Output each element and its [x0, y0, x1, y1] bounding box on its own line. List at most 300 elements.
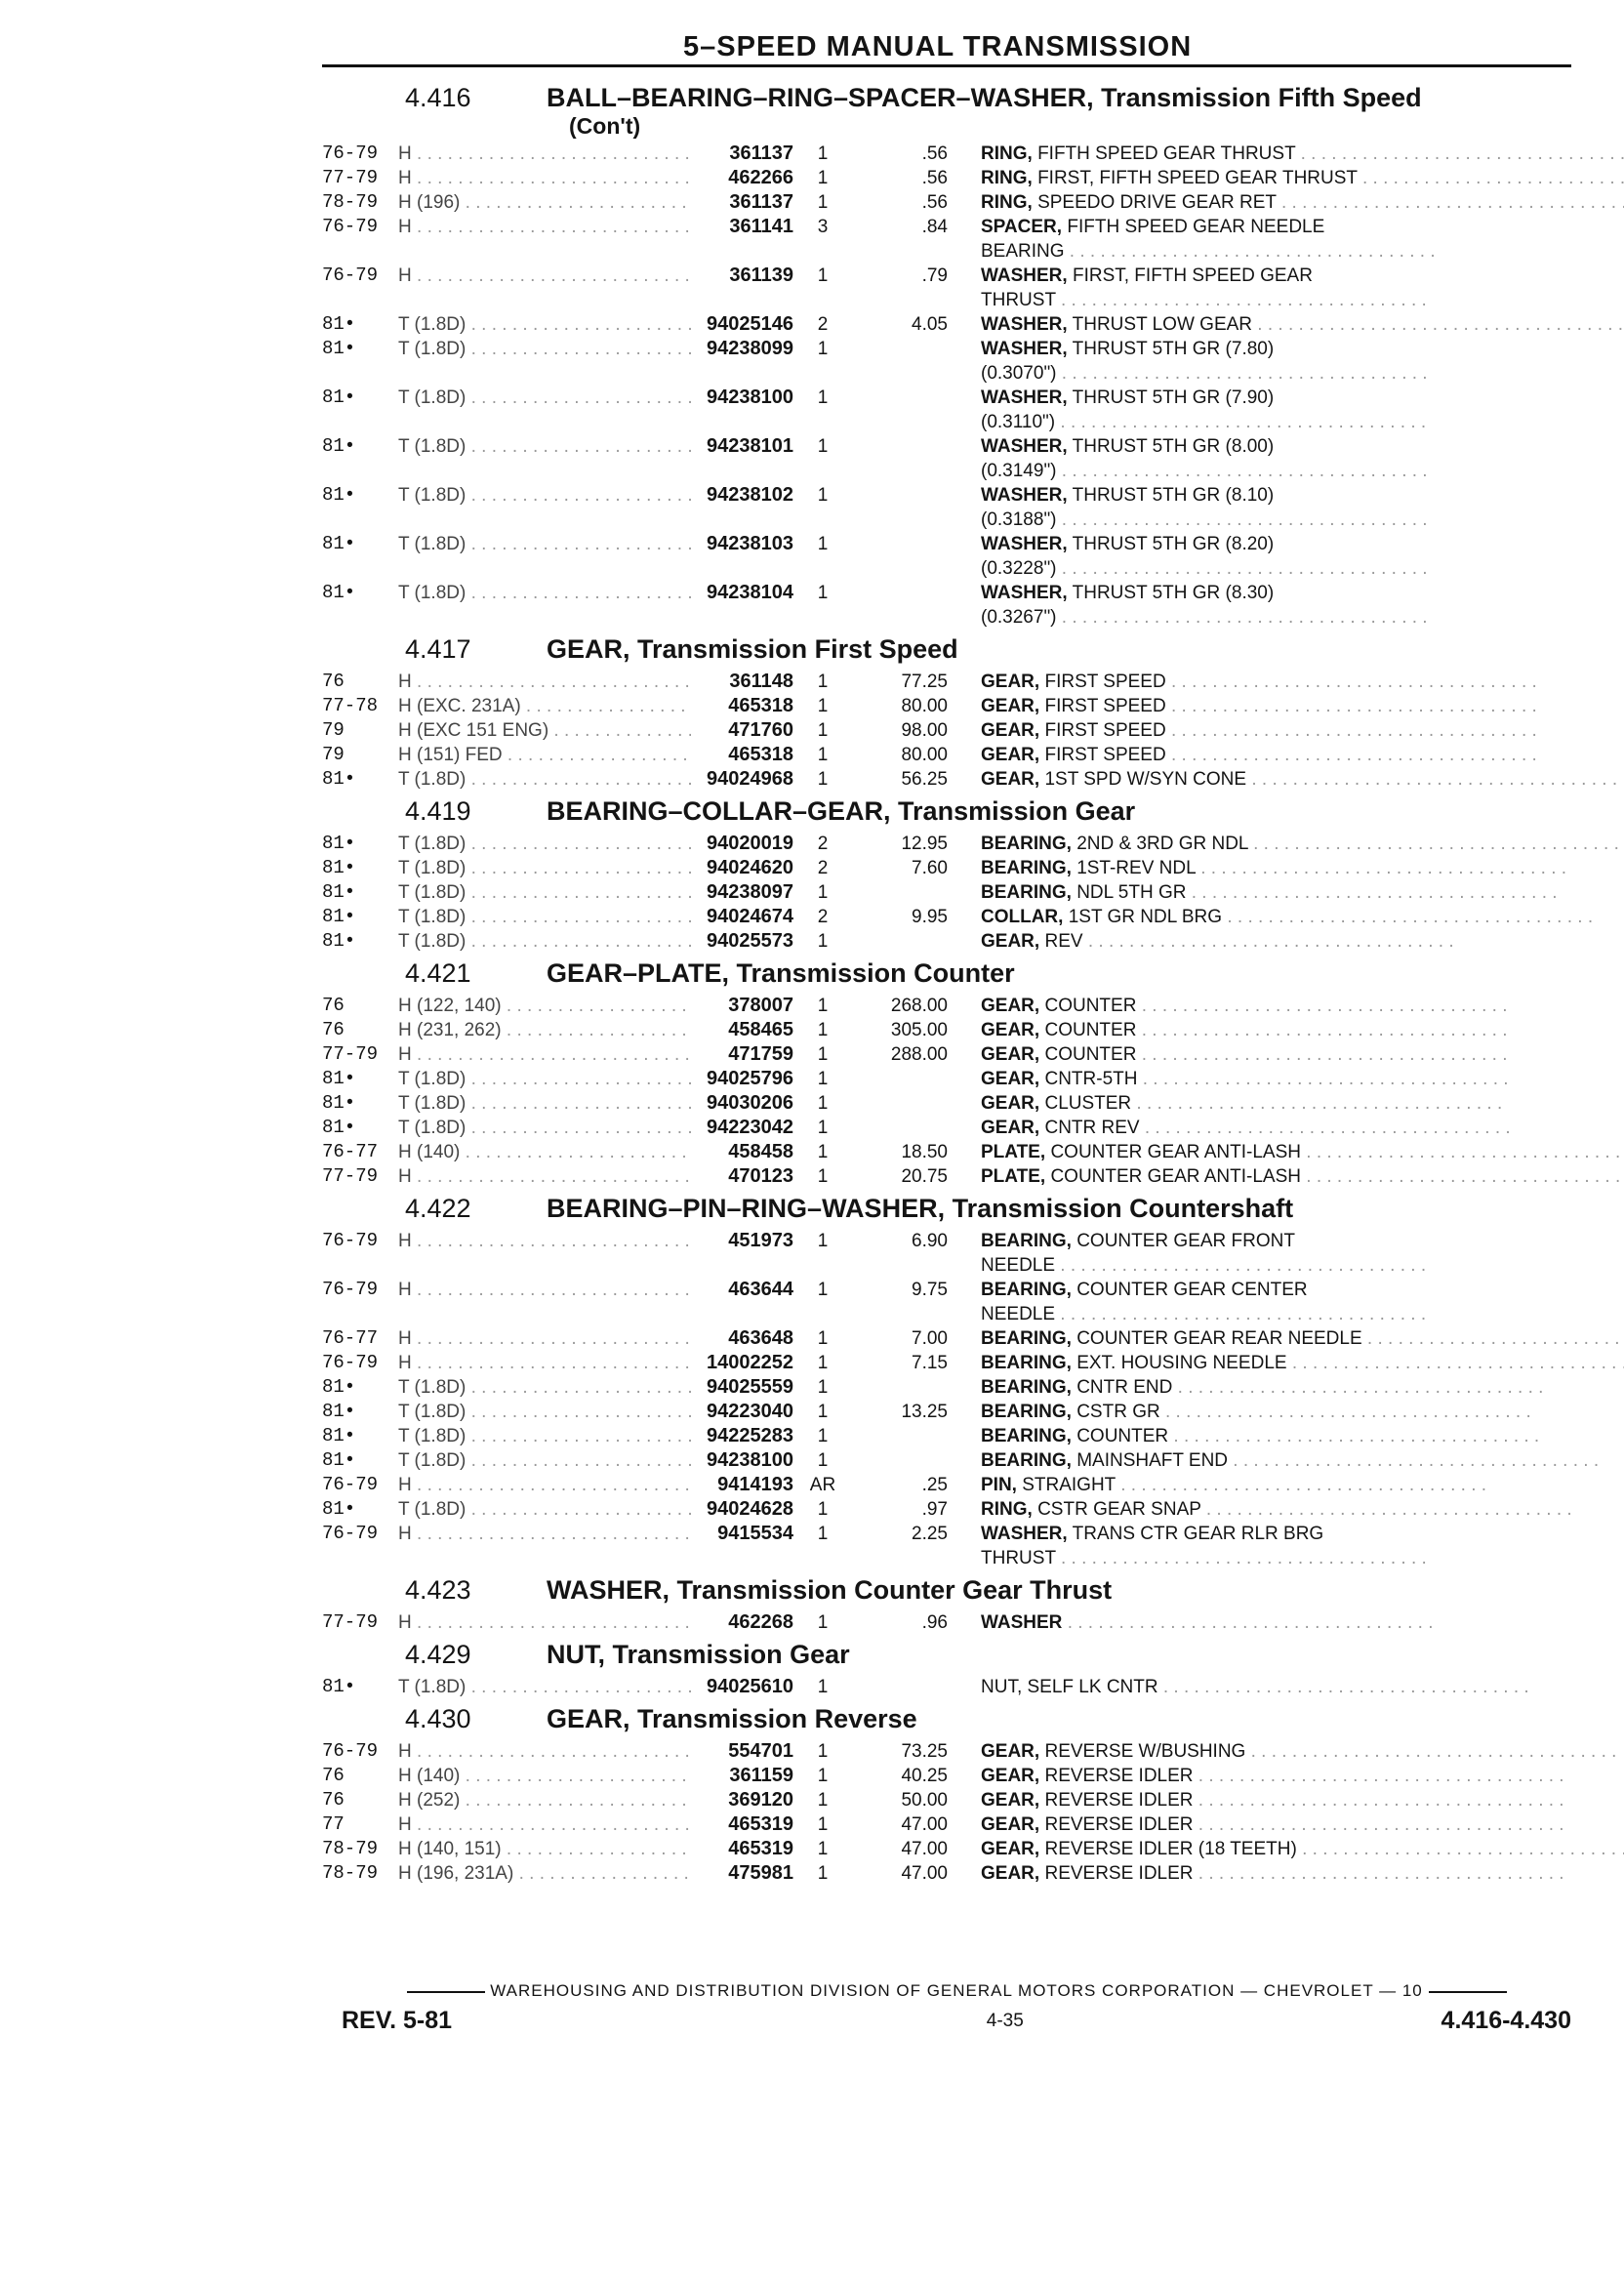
description-text: COUNTER GEAR FRONT [1076, 1231, 1295, 1251]
description [981, 1424, 1576, 1448]
part-number: 361159 [729, 1765, 793, 1786]
quantity: 1 [817, 1118, 829, 1138]
description-text: THRUST 5TH GR (7.80) [1072, 339, 1275, 359]
description-line [981, 1448, 1599, 1473]
description-text: THRUST 5TH GR (7.90) [1072, 387, 1275, 408]
application: H . . . [398, 215, 691, 239]
part-number: 465319 [728, 1813, 793, 1835]
description-line [981, 508, 1576, 532]
price: 288.00 [890, 1044, 948, 1065]
application: H . . . [398, 1229, 691, 1253]
model-year: 76-77 [322, 1327, 379, 1349]
model-year: 79 [322, 719, 345, 741]
application: H . . . [398, 1042, 691, 1067]
description-line [981, 994, 1576, 1018]
model-year: 76 [322, 1789, 345, 1811]
section-heading [322, 1195, 1576, 1223]
quantity: 1 [817, 1093, 829, 1114]
description [981, 434, 1576, 483]
parts-listing [322, 84, 1576, 1892]
table-row [322, 312, 1576, 337]
table-row [322, 190, 1576, 215]
description-line [981, 1278, 1576, 1302]
description-text: COUNTER GEAR ANTI-LASH [1050, 1142, 1301, 1162]
footer-section-range: 4.416-4.430 [1441, 2007, 1571, 2034]
description-line [981, 556, 1576, 581]
quantity: 1 [817, 1814, 829, 1835]
description-text: COUNTER [1044, 1020, 1137, 1040]
quantity: 1 [817, 745, 829, 765]
description-line [981, 694, 1576, 718]
table-row [322, 1116, 1576, 1140]
price: 18.50 [901, 1142, 948, 1162]
quantity: 1 [817, 1426, 829, 1446]
section-subtitle: Transmission Reverse [637, 1704, 917, 1733]
table-row [322, 694, 1576, 718]
description [981, 718, 1576, 743]
quantity: 1 [817, 1328, 829, 1349]
price: .56 [921, 192, 948, 213]
model-year: 81• [322, 338, 356, 359]
price: 80.00 [901, 696, 948, 716]
section-heading [322, 959, 1576, 988]
application: H . . . [398, 142, 691, 166]
description-text: CSTR GR [1076, 1402, 1160, 1422]
application: H (140, 151) . . . [398, 1837, 691, 1861]
description-text: THRUST [981, 290, 1056, 310]
description-line [981, 337, 1576, 361]
quantity: 1 [817, 1353, 829, 1373]
section-subtitle: Transmission Gear [898, 796, 1136, 826]
description-line [981, 1375, 1576, 1400]
model-year: 79 [322, 744, 345, 765]
description-line [981, 1351, 1624, 1375]
part-number: 94024628 [707, 1498, 793, 1520]
page-footer [342, 1981, 1571, 2035]
price: .96 [921, 1612, 948, 1633]
part-number: 458465 [728, 1019, 793, 1040]
description-text: (0.3267") [981, 607, 1057, 628]
section-heading [322, 635, 1576, 664]
price: 7.15 [912, 1353, 948, 1373]
description-text: COUNTER [1044, 1044, 1137, 1065]
table-row [322, 581, 1576, 630]
description [981, 1400, 1576, 1424]
description-keyword: PLATE, [981, 1166, 1046, 1187]
price: 2.25 [912, 1524, 948, 1544]
quantity: 1 [817, 1766, 829, 1786]
price: 40.25 [901, 1766, 948, 1786]
description [981, 1764, 1576, 1788]
price: 305.00 [890, 1020, 948, 1040]
quantity: 1 [817, 1020, 829, 1040]
footer-row [342, 2007, 1571, 2035]
model-year: 76-79 [322, 142, 379, 164]
section-title [547, 1576, 1576, 1605]
description-text: BEARING [981, 241, 1065, 262]
table-row [322, 1522, 1576, 1570]
description-keyword: GEAR, [981, 696, 1040, 716]
description-keyword: BEARING, [981, 1353, 1072, 1373]
table-row [322, 994, 1576, 1018]
table-row [322, 856, 1576, 880]
quantity: 1 [817, 1839, 829, 1859]
description-text: EXT. HOUSING NEEDLE [1076, 1353, 1287, 1373]
model-year: 77-79 [322, 167, 379, 188]
description-keyword: SPACER, [981, 217, 1063, 237]
description-line [981, 929, 1576, 954]
quantity: 1 [817, 1166, 829, 1187]
description [981, 905, 1593, 929]
application: T (1.8D) . . . [398, 386, 691, 410]
section-number: 4.421 [405, 958, 471, 988]
model-year: 76-79 [322, 1474, 379, 1495]
description-text: CLUSTER [1044, 1093, 1132, 1114]
description [981, 1375, 1576, 1400]
description-line [981, 239, 1576, 264]
quantity: 1 [817, 1280, 829, 1300]
description-text: 1ST GR NDL BRG [1068, 907, 1223, 927]
description-line [981, 1739, 1616, 1764]
section-heading [322, 1641, 1576, 1669]
application: T (1.8D) . . . [398, 905, 691, 929]
quantity: 1 [817, 1450, 829, 1471]
description [981, 1116, 1576, 1140]
description-line [981, 1302, 1576, 1326]
description [981, 670, 1576, 694]
description [981, 1164, 1624, 1189]
quantity: 1 [817, 1044, 829, 1065]
section-4-429 [322, 1641, 1576, 1699]
description [981, 767, 1617, 792]
part-number: 94238100 [707, 387, 793, 408]
section-title-main: GEAR, [547, 1704, 630, 1733]
description-text: TRANS CTR GEAR RLR BRG [1072, 1524, 1324, 1544]
description-text: REVERSE W/BUSHING [1044, 1741, 1246, 1762]
description-keyword: COLLAR, [981, 907, 1064, 927]
description-keyword: BEARING, [981, 834, 1072, 854]
application: T (1.8D) . . . [398, 483, 691, 508]
description-keyword: GEAR, [981, 769, 1040, 790]
part-number: 361148 [729, 671, 793, 692]
model-year: 81• [322, 1676, 356, 1697]
quantity: 1 [817, 143, 829, 164]
description-keyword: WASHER, [981, 534, 1068, 554]
part-number: 465318 [728, 695, 793, 716]
table-row [322, 1788, 1576, 1812]
description [981, 1326, 1624, 1351]
description-text: STRAIGHT [1022, 1475, 1116, 1495]
quantity: 1 [817, 696, 829, 716]
table-row [322, 767, 1576, 792]
price: 47.00 [901, 1839, 948, 1859]
price: 7.60 [912, 858, 948, 878]
description [981, 1497, 1576, 1522]
section-title [547, 1705, 1576, 1733]
part-number: 463648 [728, 1327, 793, 1349]
section-title-main: WASHER, [547, 1575, 670, 1605]
part-number: 94238099 [707, 338, 793, 359]
model-year: 81• [322, 1117, 356, 1138]
quantity: 2 [817, 834, 829, 854]
description [981, 1610, 1576, 1635]
description [981, 832, 1619, 856]
price: 20.75 [901, 1166, 948, 1187]
model-year: 76-79 [322, 265, 379, 286]
part-number: 471760 [728, 719, 793, 741]
description-text: COUNTER GEAR CENTER [1076, 1280, 1308, 1300]
quantity: 1 [817, 339, 829, 359]
application: T (1.8D) . . . [398, 1400, 691, 1424]
section-number: 4.423 [405, 1575, 471, 1605]
part-number: 9414193 [717, 1474, 793, 1495]
description-keyword: WASHER, [981, 436, 1068, 457]
part-number: 94030206 [707, 1092, 793, 1114]
quantity: 1 [817, 1790, 829, 1811]
description-keyword: WASHER [981, 1612, 1063, 1633]
price: 56.25 [901, 769, 948, 790]
table-row [322, 1739, 1576, 1764]
description-text: FIRST SPEED [1044, 672, 1166, 692]
description-text: FIRST SPEED [1044, 696, 1166, 716]
table-row [322, 386, 1576, 434]
application: H (196, 231A) . . . [398, 1861, 691, 1886]
price: 13.25 [901, 1402, 948, 1422]
part-number: 94238101 [707, 435, 793, 457]
description-line [981, 832, 1619, 856]
application: T (1.8D) . . . [398, 929, 691, 954]
description-text: FIRST, FIFTH SPEED GEAR [1072, 265, 1313, 286]
model-year: 76-79 [322, 216, 379, 237]
description [981, 929, 1576, 954]
description-keyword: WASHER, [981, 1524, 1068, 1544]
model-year: 81• [322, 1449, 356, 1471]
description-text: REVERSE IDLER [1044, 1863, 1194, 1884]
description [981, 386, 1576, 434]
footer-division-line [342, 1981, 1571, 2001]
description-line [981, 670, 1576, 694]
description-keyword: RING, [981, 168, 1033, 188]
part-number: 451973 [728, 1230, 793, 1251]
section-4-430 [322, 1705, 1576, 1886]
part-number: 94223042 [707, 1117, 793, 1138]
description-keyword: BEARING, [981, 1328, 1072, 1349]
description-line [981, 190, 1624, 215]
part-number: 470123 [728, 1165, 793, 1187]
description [981, 1351, 1624, 1375]
description-text: THRUST 5TH GR (8.30) [1072, 583, 1275, 603]
description-text: NDL 5TH GR [1076, 882, 1187, 903]
description-line [981, 1675, 1576, 1699]
model-year: 81• [322, 768, 356, 790]
model-year: 76-79 [322, 1740, 379, 1762]
description-text: REVERSE IDLER [1044, 1814, 1194, 1835]
application: H (140) . . . [398, 1764, 691, 1788]
section-number: 4.429 [405, 1640, 471, 1669]
footer-rule-left [407, 1991, 485, 1993]
model-year: 77 [322, 1813, 345, 1835]
section-title-main: BEARING–COLLAR–GEAR, [547, 796, 891, 826]
price: 4.05 [912, 314, 948, 335]
part-number: 94024968 [707, 768, 793, 790]
description-line [981, 1042, 1576, 1067]
part-number: 14002252 [707, 1352, 793, 1373]
section-subtitle: Transmission Counter Gear Thrust [676, 1575, 1113, 1605]
application: H . . . [398, 1164, 691, 1189]
quantity: 1 [817, 1402, 829, 1422]
description-text: (0.3110") [981, 412, 1056, 432]
quantity: 1 [817, 1377, 829, 1398]
price: 7.00 [912, 1328, 948, 1349]
description-line [981, 1400, 1576, 1424]
description-keyword: WASHER, [981, 583, 1068, 603]
section-number: 4.416 [405, 83, 471, 112]
description-text: CNTR END [1076, 1377, 1173, 1398]
description-text: (0.3188") [981, 509, 1057, 530]
description-line [981, 743, 1576, 767]
price: 9.75 [912, 1280, 948, 1300]
description-line [981, 1164, 1624, 1189]
description-keyword: BEARING, [981, 1231, 1072, 1251]
part-number: 462268 [728, 1611, 793, 1633]
description [981, 1675, 1576, 1699]
part-number: 94238104 [707, 582, 793, 603]
description [981, 994, 1576, 1018]
price: 12.95 [901, 834, 948, 854]
section-title [547, 84, 1576, 112]
quantity: 1 [817, 1142, 829, 1162]
application: T (1.8D) . . . [398, 532, 691, 556]
model-year: 81• [322, 435, 356, 457]
table-row [322, 1473, 1576, 1497]
application: H (196) . . . [398, 190, 691, 215]
model-year: 78-79 [322, 191, 379, 213]
description-line [981, 410, 1576, 434]
description-keyword: GEAR, [981, 1790, 1040, 1811]
description-line [981, 1067, 1576, 1091]
quantity: 1 [817, 1863, 829, 1884]
application: H . . . [398, 1739, 691, 1764]
description-keyword: GEAR, [981, 931, 1040, 952]
description-line [981, 434, 1576, 459]
quantity: 1 [817, 1069, 829, 1089]
quantity: 1 [817, 1231, 829, 1251]
table-row [322, 264, 1576, 312]
application: T (1.8D) . . . [398, 1116, 691, 1140]
description-keyword: GEAR, [981, 1839, 1040, 1859]
part-number: 94024620 [707, 857, 793, 878]
description-line [981, 767, 1617, 792]
table-row [322, 215, 1576, 264]
section-heading [322, 1576, 1576, 1605]
header-rule [322, 64, 1571, 67]
description-line [981, 483, 1576, 508]
description [981, 1091, 1576, 1116]
model-year: 76 [322, 1019, 345, 1040]
description-line [981, 459, 1576, 483]
part-number: 471759 [728, 1043, 793, 1065]
description-line [981, 1812, 1576, 1837]
description-text: FIFTH SPEED GEAR NEEDLE [1067, 217, 1325, 237]
description-text: 2ND & 3RD GR NDL [1076, 834, 1248, 854]
section-continued: (Con't) [569, 113, 641, 139]
description-line [981, 1229, 1576, 1253]
quantity: 1 [817, 168, 829, 188]
quantity: 1 [817, 192, 829, 213]
part-number: 361139 [729, 265, 793, 286]
description-keyword: GEAR, [981, 720, 1040, 741]
part-number: 361137 [729, 191, 793, 213]
table-row [322, 929, 1576, 954]
description-text: FIRST SPEED [1044, 745, 1166, 765]
table-row [322, 532, 1576, 581]
description-keyword: GEAR, [981, 1093, 1040, 1114]
application: H (EXC. 231A) . . . [398, 694, 691, 718]
description-keyword: RING, [981, 1499, 1033, 1520]
description-line [981, 605, 1576, 630]
table-row [322, 670, 1576, 694]
table-row [322, 1351, 1576, 1375]
application: H . . . [398, 1351, 691, 1375]
model-year: 81• [322, 1092, 356, 1114]
description-keyword: RING, [981, 143, 1033, 164]
part-number: 369120 [728, 1789, 793, 1811]
price: 268.00 [890, 996, 948, 1016]
model-year: 78-79 [322, 1862, 379, 1884]
model-year: 81• [322, 1068, 356, 1089]
quantity: 1 [817, 436, 829, 457]
part-number: 378007 [728, 995, 793, 1016]
description-line [981, 288, 1576, 312]
table-row [322, 1164, 1576, 1189]
description [981, 1788, 1576, 1812]
application: T (1.8D) . . . [398, 434, 691, 459]
application: H (140) . . . [398, 1140, 691, 1164]
model-year: 81• [322, 1376, 356, 1398]
section-number: 4.419 [405, 796, 471, 826]
model-year: 81• [322, 857, 356, 878]
application: H . . . [398, 1812, 691, 1837]
description-text: FIRST, FIFTH SPEED GEAR THRUST [1037, 168, 1358, 188]
description-text: 1ST SPD W/SYN CONE [1044, 769, 1247, 790]
model-year: 76-79 [322, 1230, 379, 1251]
description-text: THRUST 5TH GR (8.20) [1072, 534, 1275, 554]
page-title: 5–SPEED MANUAL TRANSMISSION [683, 31, 1193, 62]
description-keyword: WASHER, [981, 387, 1068, 408]
model-year: 76 [322, 671, 345, 692]
section-heading [322, 84, 1576, 112]
description-text: (0.3149") [981, 461, 1057, 481]
table-row [322, 1067, 1576, 1091]
description-line [981, 1018, 1576, 1042]
description [981, 1861, 1576, 1886]
table-row [322, 1278, 1576, 1326]
description-keyword: BEARING, [981, 1280, 1072, 1300]
quantity: 2 [817, 858, 829, 878]
section-title-main: NUT, [547, 1640, 605, 1669]
description-keyword: BEARING, [981, 1426, 1072, 1446]
description [981, 532, 1576, 581]
table-row [322, 718, 1576, 743]
description-line [981, 1788, 1576, 1812]
table-row [322, 1497, 1576, 1522]
table-row [322, 1861, 1576, 1886]
section-subtitle: Transmission Countershaft [952, 1194, 1294, 1223]
model-year: 76-79 [322, 1523, 379, 1544]
application: H . . . [398, 670, 691, 694]
description [981, 1018, 1576, 1042]
description-text: REV [1044, 931, 1083, 952]
